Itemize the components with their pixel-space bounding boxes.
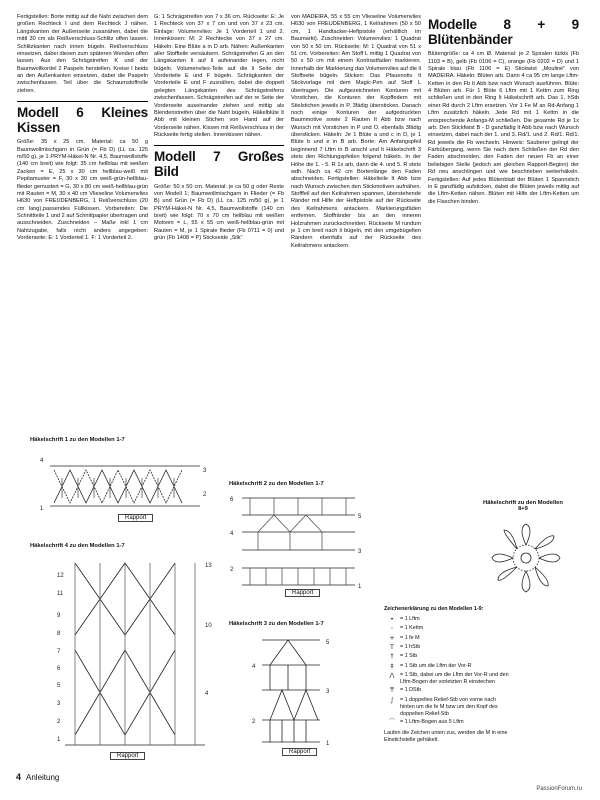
col2-top-text: G: 1 Schrägstreifen von 7 x 36 cm. Rückseite: E: Je 1 Rechteck von 37 x 7 cm und von 37 x 23 cm. Einlage: Volumenvlies: Je 1 Vorderteil 1 und 2. Innenkissen: M: 2 Rechtecke von 37 x 27 cm. Häkeln: Eine Blüte a in D arb. Nähen: Außenkanten aller Stoffteile versäubern. Schrägstreifen G an den Längskanten li auf li aufeinander legen, nicht bügeln. Volumenvlies-Teile auf die li Seite der Vorderteile E und F bügeln. Schrägkanten der Vorderteile E und F zusnähen, dabei die doppelt gelegten Längskanten des Schrägstreifens zwischenfassen. Schrägstreifen auf der re Seite der Vorderseite auseinander ziehen und mittig als Blendenstreifen über die Naht bügeln. Häkelblüte lt Abb mit kleinen Stichen von Hand auf der Vorderseite nähen. Kissen mit Reißverschluss in der Rückseite fertig stellen. Innenkissen nähen.	[154, 14, 284, 138]
treble-crochet-icon: ₸	[390, 687, 394, 695]
c2-row-2: 2	[230, 567, 234, 573]
c2-row-4: 4	[230, 531, 234, 537]
legend-text: = 1 Kettm	[400, 625, 424, 632]
legend-text: = 1 Lftm	[400, 616, 420, 623]
flower-chart	[488, 520, 564, 596]
col3-text: von MADEIRA, 55 x 55 cm Vlieseline Volumenvlies H630 von FREUDENBERG, 1 Keilrahmen (50 x 50 cm, 1 Handtacker-Heftpistole (erhältlich im Baumarkt). Zuschneiden: Volumenvlies: 1 Quadrat von 50 x 50 cm. Rückseite: M: 1 Quadrat von 51 x 51 cm. Vorbereiten: Am Stoff L mittig 1 Quadrat von 50 x 50 cm mit einem Kontrastfaden markieren. Innerhalb der Markierung das Volumenvlies auf die li Stoffseite bügeln. Sticken: Das Pfauenotiv lt Stickvorlage mit dem Magic-Pen auf Stoff L übertragen. Die aufgezeichneten Konturen mit Vorstichen, die Konturen der Kopffedern mit Stielstichen jeweils in P, 3fädig übersticken. Danach noch einige Konturen der aufgedruckten Baummotive sowie 2 Rauten lt Abb bzw nach Wunsch mit Vorstichen in P und O, ebenfalls 3fädig übersticken. Häkeln: Je 1 Blüte a und c in D, je 1 Blüte b und e in B arb. Borte: Am Anfangspfeil beginnend 7 Lftm in B anschl und lt Häkelschrift 3 stets den Richtungspfeilen folgend häkeln. In der Höhe die 1. - 5. R 1x arb, dann die 4. und 5. R stets wdh. Nach ca 42 cm Bortenlänge den Faden abschneiden. Fertigstellen: Häkelteile lt Abb bzw nach Wunsch zwischen den Stickmotiven aufnähen. Stofffeil auf den Keilrahmen spannen, überstehende Ränder mit Hilfe der Heftpistole auf der Rückseite des Keilrahmens antackern. Markierungsfäden entfernen. Stoffränder bis an den inneren Holzrahmen zurückschneiden. Rückseite M rundum je 1 cm breit nach li bügeln, mit den umgebügelten Rändern ebenfalls auf der Rückseite des Keilrahmens antackern.	[291, 14, 421, 249]
c4-row-9: 9	[57, 613, 61, 619]
c2-row-5: 5	[358, 514, 362, 520]
c2-row-3: 3	[358, 549, 362, 555]
single-crochet-icon: +	[389, 634, 395, 642]
slip-stitch-icon: ◦	[390, 625, 394, 633]
legend-item	[384, 635, 509, 643]
chart5-title: Häkelschrift zu den Modellen 8+9	[483, 500, 563, 512]
c4-row-1: 1	[57, 737, 61, 743]
double-around-chain-icon: ‡	[390, 662, 394, 670]
legend-item	[384, 653, 509, 661]
legend-item	[384, 625, 509, 633]
c1-row-4: 4	[40, 458, 44, 464]
col1-top-text: Fertigstellen: Borte mittig auf die Naht zwischen dem großen Rechteck I und dem Rechteck J nähen. Längskanten der Außenseite zusanähen, dabei die mittl 30 cm als Reißverschluss-Schlitz offen lassen. Schlitzkanten nach innen bügeln. Reißverschluss einsetzen, dabei diesen zum späteren Wenden offen lassen. Aus den Schrägstreifen K und der Baumwollkordel 2 Paspeln herstellen. Kreise I beids an den Außenkanten einsetzen, dabei die Paspeln zwischenfassen. Teil über die Schaumstoffrolle ziehen.	[17, 14, 148, 94]
legend-text: = 1 fe M	[400, 634, 420, 641]
c3-row-4: 4	[252, 664, 256, 670]
c4-row-12: 12	[57, 573, 64, 579]
crochet-chart-3	[240, 630, 340, 755]
modell89-title: Modelle 8 + 9 Blütenbänder	[428, 17, 579, 48]
legend-item	[384, 644, 509, 652]
chart3-title: Häkelschrift 3 zu den Modellen 1-7	[229, 621, 324, 627]
legend-title: Zeichenerklärung zu den Modellen 1-9:	[384, 606, 484, 612]
half-double-icon: T	[390, 643, 394, 651]
legend-text: = 1 Stb um die Lftm der Vor-R	[400, 662, 472, 669]
legend-item	[384, 719, 509, 727]
legend-item	[384, 697, 509, 718]
column-3	[291, 14, 421, 251]
c1-row-2: 2	[203, 492, 207, 498]
c4-row-8: 8	[57, 631, 61, 637]
modell7-text: Größe: 50 x 50 cm. Material: je ca 50 g oder Reste von Modell 1; Baumwollmischgarn in Flieder (= Fb B) und Grün (= Fb D) (LL ca. 125 m/50 g), je 1 PRYM-Häkel-N Nr. 4,5, Baumwollstoffe (140 cm breit) wie folgt: 70 x 70 cm hellblau mit weißen Motiven = L, 55 x 55 cm weiß-hellblau-grün mit Rauten = M, je 1 Spirale flieder (Fb 0711 = 0) und grün (Fb 1408 = P) Stickseide „Silk“	[154, 183, 284, 242]
c1-row-3: 3	[203, 468, 207, 474]
c4-row-10: 10	[205, 623, 212, 629]
c4-row-11: 11	[57, 591, 64, 597]
c4-row-5: 5	[57, 683, 61, 689]
legend-item	[384, 663, 509, 671]
chart1-title: Häkelschrift 1 zu den Modellen 1-7	[30, 437, 125, 443]
chart2-rapport: Rapport	[285, 589, 320, 597]
legend-text: = 1 doppeltes Relief-Stb von vorne nach hinten um die fe M bzw um den Kopf des doppelten Relief-Stb	[400, 696, 498, 717]
column-2	[154, 14, 284, 243]
c4-row-6: 6	[57, 666, 61, 672]
c2-row-6: 6	[230, 497, 234, 503]
legend-text: = 1 Lftm-Bogen aus 5 Lftm	[400, 719, 464, 726]
legend-item	[384, 672, 509, 686]
double-crochet-icon: †	[390, 653, 394, 661]
chart1-rapport: Rapport	[118, 514, 153, 522]
c1-row-1: 1	[40, 506, 44, 512]
legend-note: Laufen die Zeichen unten zus, werden die M in eine Einstichstelle gehäkelt.	[384, 729, 508, 743]
c4-row-2: 2	[57, 719, 61, 725]
column-1	[17, 14, 148, 243]
c4-row-4: 4	[205, 691, 209, 697]
c3-row-2: 2	[252, 719, 256, 725]
modell7-title: Modell 7 Großes Bild	[154, 145, 284, 179]
double-joined-icon: ⋀	[389, 671, 395, 679]
c3-row-3: 3	[326, 689, 330, 695]
footer-label: Anleitung	[26, 773, 60, 782]
column-4	[428, 14, 579, 207]
c4-row-7: 7	[57, 649, 61, 655]
modell6-title: Modell 6 Kleines Kissen	[17, 101, 148, 135]
site-watermark: PassionForum.ru	[536, 786, 582, 792]
c2-row-1: 1	[358, 584, 362, 590]
c4-row-3: 3	[57, 701, 61, 707]
modell6-text: Größe: 35 x 25 cm. Material: ca 50 g Baumwollmischgarn in Grün (= Fb D) (LL ca. 125 m/50 g), je 1 PRYM-Häkel-N Nr. 4,5, Baumwollstoffe (140 cm breit) wie folgt: 35 cm hellblau mit weißen Zacken = E, 25 x 30 cm hellblau-weiß mit Pepitamuster = F, 30 x 30 cm weiß-grün-hellblau-flieder gemustert = G, 30 x 80 cm weiß-hellblau-grün mit Rauten = M, 30 x 40 cm Vlieseline Volumenvlies H630 von FREUDENBERG, 1 Reißverschluss (20 cm lang),passendes Füllkissen. Vorbereiten: Die Schnittteile 1 und 2 auf Schnittpapier übertragen und ausschneiden. Zuschneiden – Maße inkl 1 cm Nahtzugabe, falls nicht anders angegeben: Vorderseite: E: 1 Vorderteil 1. F: 1 Vorderteil 2.	[17, 139, 148, 242]
chart2-title: Häkelschrift 2 zu den Modellen 1-7	[229, 481, 324, 487]
legend-text: = 1 hStb	[400, 643, 421, 650]
crochet-chart-1	[40, 448, 210, 523]
chain-symbol-icon: •	[390, 616, 394, 624]
crochet-chart-2	[230, 490, 370, 600]
c3-row-5: 5	[326, 640, 330, 646]
c3-row-1: 1	[326, 741, 330, 747]
page-number: 4	[16, 772, 22, 782]
chain-arc-icon: ⌒	[388, 719, 395, 727]
crochet-chart-4	[55, 555, 220, 755]
chart4-rapport: Rapport	[110, 752, 145, 760]
legend-item	[384, 687, 509, 695]
legend	[384, 606, 509, 744]
modell89-text: Blütengröße: ca 4 cm Ø. Material: je 2 Spiralen türkis (Fb 1103 = B), gelb (Fb 0106 = C), orange (Fb 0202 = D) und 1 Spirale blau (Fb 1106 = E) Stickwist „Mouliné“ von MADEIRA. Häkeln: Blüten arb. Dann 4 ca 95 cm lange Lftm-Ketten in den Fb lt Abb bzw nach Wunsch ausführen. Blüte: 4 Blüten arb. Für 1 Blüte 6 Lftm mit 1 Kettm zum Ring schließen und in den Ring lt Häkelschrift arb. Das 1. hStb einer Rd durch 2 Lftm ersetzen. Vor 1 Fe M an Rd-Anfang 1 Lftm zusätzlich häkeln. Jede Rd mit 1 Kettm in die entsprechende Anfangs-M schließen. Die gesamte Rd je 1x arb. Den Stickfwist B - D ganzfädig lt Abb bzw nach Wunsch einsetzen, dabei nach der 1. und 3. Rd/1. und 2. Rd/1. Rd/1. Rd jeweils die Fb wechseln. Hinweis: Sauberer gelingt der Farbübergang, wenn Sie nach dem Schließen der Rd den Faden abschneiden, den Faden der neuen Fb an einer beliebigen Stelle (jedoch am gleichen Rapport-Beginn) der Rd neu anschlingen und wie beschrieben weiterhäkeln. Fertigstellen: Auf jedes Blütenblatt der Blüten 1 Spannstich in E ganzfädig aufsticken, dabei die Blüten jeweils mittig auf die Lftm-Ketten nähen. Blüten mit Hilfe der Lftm-Ketten um die Flaschen binden.	[428, 51, 579, 205]
legend-text: = 1 Stb, dabei um die Lftm der Vor-R und den Lftm-Bogen der vorletzten R einstechen	[400, 671, 509, 685]
relief-stitch-icon: ∫	[390, 696, 394, 704]
legend-text: = 1 DStb	[400, 687, 422, 694]
chart4-title: Häkelschrift 4 zu den Modellen 1-7	[30, 543, 125, 549]
chart3-rapport: Rapport	[282, 748, 317, 756]
legend-text: = 1 Stb	[400, 653, 418, 660]
c4-row-13: 13	[205, 563, 212, 569]
legend-item	[384, 616, 509, 624]
